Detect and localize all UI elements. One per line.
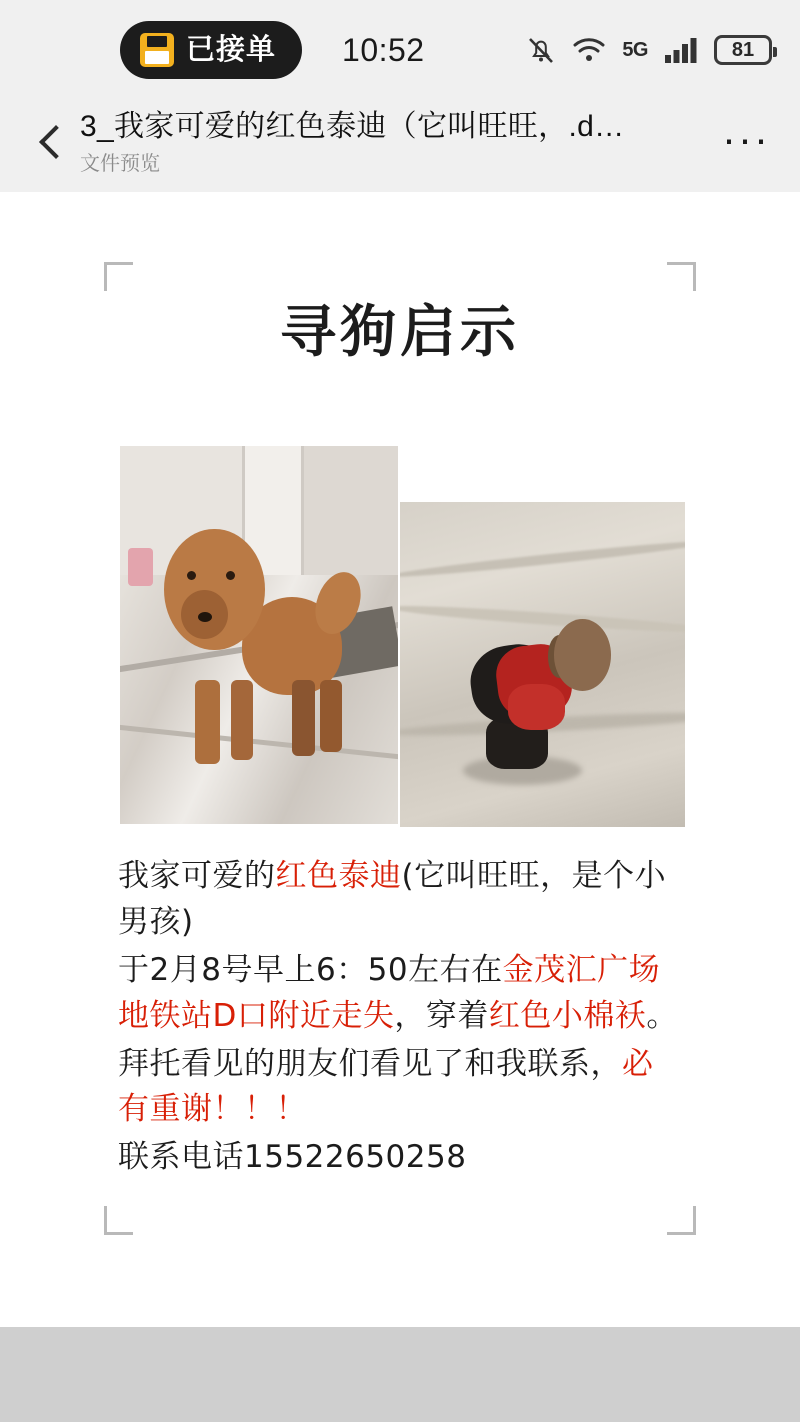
poodle-snow-photo (400, 502, 685, 827)
contact-phone-text: 联系电话15522650258 (118, 1139, 467, 1176)
status-bar (0, 0, 800, 100)
more-ellipsis-icon: ··· (722, 115, 770, 162)
crop-mark-top-right (667, 262, 696, 291)
document-body (118, 854, 682, 1181)
document-paragraph (118, 1135, 682, 1181)
battery-level-label: 81 (731, 39, 755, 61)
paragraph-segment: 我家可爱的 (118, 858, 276, 894)
order-receipt-icon (140, 33, 174, 67)
bell-mute-icon (526, 34, 556, 66)
order-status-badge[interactable] (120, 21, 302, 79)
poodle-indoor-photo (120, 446, 398, 824)
status-bar-clock: 10:52 (342, 31, 425, 68)
paragraph-segment-highlight: 红色泰迪 (275, 858, 402, 894)
battery-icon (714, 35, 772, 65)
nav-title-group (80, 100, 716, 176)
order-status-label: 已接单 (186, 33, 277, 66)
paragraph-segment: 于2月8号早上6：50左右在 (118, 951, 503, 988)
document-paragraph (118, 1042, 682, 1134)
paragraph-segment-highlight: 必有重谢！！！ (118, 1045, 654, 1128)
bottom-system-bar (0, 1327, 800, 1422)
document-preview[interactable] (0, 192, 800, 1327)
network-type-label: 5G (622, 38, 648, 61)
document-title: 寻狗启示 (280, 300, 520, 365)
back-button[interactable] (24, 104, 80, 180)
paragraph-segment-highlight: 金茂汇广场地铁站D口附近走失 (118, 951, 661, 1034)
document-paragraph (118, 854, 682, 946)
paragraph-segment: 拜托看见的朋友们看见了和我联系， (118, 1045, 622, 1082)
signal-bars-icon (664, 36, 698, 64)
paragraph-segment: 。 (646, 997, 678, 1034)
nav-bar (0, 100, 800, 192)
photo-group (0, 446, 800, 826)
status-bar-left (28, 21, 526, 79)
crop-mark-top-left (104, 262, 133, 291)
page-title: 3_我家可爱的红色泰迪（它叫旺旺，.d… (80, 110, 625, 143)
crop-mark-bottom-left (104, 1206, 133, 1235)
back-chevron-icon (39, 125, 73, 159)
status-bar-right (526, 34, 772, 66)
paragraph-segment-highlight: 红色小棉袄 (488, 997, 647, 1034)
more-options-button[interactable] (716, 100, 776, 162)
page-subtitle: 文件预览 (80, 152, 160, 175)
document-paragraph (118, 948, 682, 1040)
wifi-icon (572, 36, 606, 64)
paragraph-segment: ，穿着 (394, 997, 489, 1034)
paragraph-segment: (它叫旺旺，是个小男孩) (118, 858, 667, 940)
crop-mark-bottom-right (667, 1206, 696, 1235)
